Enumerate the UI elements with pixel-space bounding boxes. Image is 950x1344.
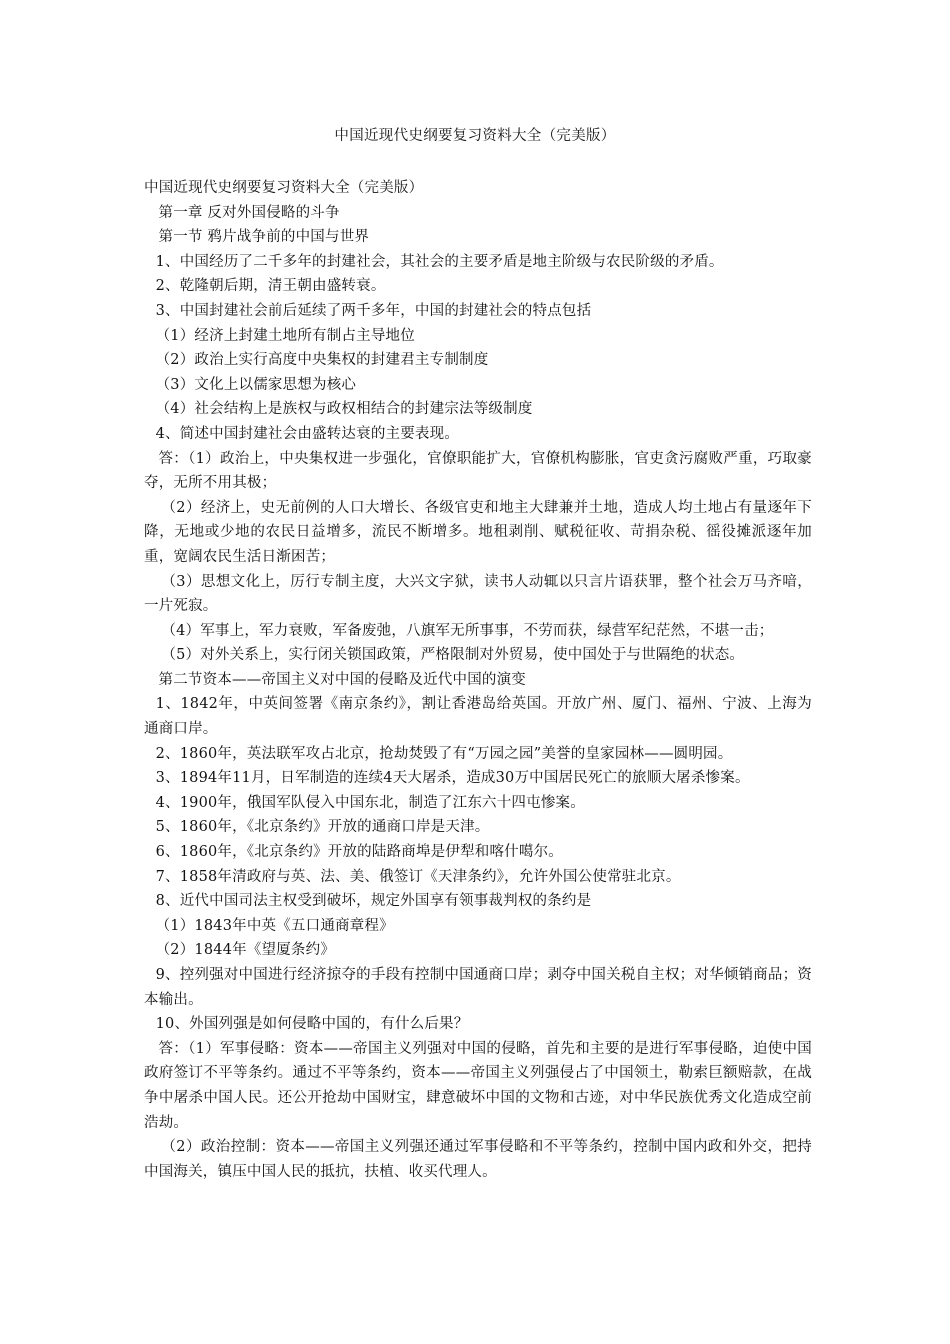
paragraph: 10、外国列强是如何侵略中国的，有什么后果？ — [155, 1016, 469, 1033]
paragraph: （2）1844年《望厦条约》 — [155, 942, 336, 959]
paragraph: 6、1860年，《北京条约》开放的陆路商埠是伊犁和喀什噶尔。 — [155, 844, 563, 861]
paragraph: 答：（1）军事侵略：资本——帝国主义列强对中国的侵略，首先和主要的是进行军事侵略，迫使中国政府签订不平等条约。通过不平等条约，资本——帝国主义列强侵占了中国领土，勒索巨额赔款，在战争中屠杀中国人民。还公开抢劫中国财宝，肆意破坏中国的文物和古迹，对中华民族优秀文化造成空前浩劫。 — [144, 1040, 812, 1131]
paragraph: 2、乾隆朝后期，清王朝由盛转衰。 — [155, 278, 386, 295]
paragraph: （2）政治控制：资本——帝国主义列强还通过军事侵略和不平等条约，控制中国内政和外交，把持中国海关，镇压中国人民的抵抗，扶植、收买代理人。 — [144, 1139, 812, 1180]
paragraph: （1）经济上封建土地所有制占主导地位 — [155, 327, 415, 344]
paragraph: 8、近代中国司法主权受到破坏，规定外国享有领事裁判权的条约是 — [155, 893, 592, 910]
paragraph: 5、1860年，《北京条约》开放的通商口岸是天津。 — [155, 819, 490, 836]
paragraph: 2、1860年，英法联军攻占北京，抢劫焚毁了有“万园之园”美誉的皇家园林——圆明园。 — [155, 745, 733, 762]
paragraph: （3）思想文化上，厉行专制主度，大兴文字狱，读书人动辄以只言片语获罪，整个社会万马齐喑，一片死寂。 — [144, 573, 812, 615]
paragraph: 3、1894年11月，日军制造的连续4天大屠杀，造成30万中国居民死亡的旅顺大屠杀惨案。 — [155, 770, 750, 787]
paragraph: （4）军事上，军力衰败，军备废弛，八旗军无所事事，不劳而获，绿营军纪茫然，不堪一击； — [161, 622, 774, 639]
paragraph: 第二节资本——帝国主义对中国的侵略及近代中国的演变 — [158, 671, 526, 688]
paragraph: （5）对外关系上，实行闭关锁国政策，严格限制对外贸易，使中国处于与世隔绝的状态。 — [161, 647, 745, 664]
paragraph: （1）1843年中英《五口通商章程》 — [155, 917, 394, 934]
paragraph: 4、简述中国封建社会由盛转达衰的主要表现。 — [155, 425, 460, 442]
paragraph: 第一章 反对外国侵略的斗争 — [158, 204, 340, 221]
paragraph: （2）政治上实行高度中央集权的封建君主专制制度 — [155, 352, 489, 369]
paragraph: （2）经济上，史无前例的人口大增长、各级官吏和地主大肆兼并土地，造成人均土地占有量逐年下降，无地或少地的农民日益增多，流民不断增多。地租剥削、赋税征收、苛捐杂税、徭役摊派逐年加重，宽阔农民生活日渐困苦； — [144, 499, 812, 565]
paragraph: 9、控列强对中国进行经济掠夺的手段有控制中国通商口岸；剥夺中国关税自主权；对华倾销商品；资本输出。 — [144, 967, 812, 1008]
paragraph: 中国近现代史纲要复习资料大全（完美版） — [144, 180, 424, 196]
paragraph: 7、1858年清政府与英、法、美、俄签订《天津条约》，允许外国公使常驻北京。 — [155, 868, 681, 885]
paragraph: 4、1900年，俄国军队侵入中国东北，制造了江东六十四屯惨案。 — [155, 794, 585, 811]
paragraph: （4）社会结构上是族权与政权相结合的封建宗法等级制度 — [155, 401, 533, 418]
paragraph: 第一节 鸦片战争前的中国与世界 — [158, 229, 370, 246]
paragraph: （3）文化上以儒家思想为核心 — [155, 376, 357, 393]
paragraph: 1、1842年，中英间签署《南京条约》，割让香港岛给英国。开放广州、厦门、福州、宁波、上海为通商口岸。 — [144, 696, 812, 738]
page-title: 中国近现代史纲要复习资料大全（完美版） — [334, 128, 616, 144]
paragraph: 3、中国封建社会前后延续了两千多年，中国的封建社会的特点包括 — [155, 302, 592, 319]
paragraph: 答：（1）政治上，中央集权进一步强化，官僚职能扩大，官僚机构膨胀，官吏贪污腐败严重，巧取豪夺，无所不用其极； — [144, 450, 812, 492]
paragraph: 1、中国经历了二千多年的封建社会，其社会的主要矛盾是地主阶级与农民阶级的矛盾。 — [155, 253, 724, 270]
document-body — [144, 176, 812, 1184]
